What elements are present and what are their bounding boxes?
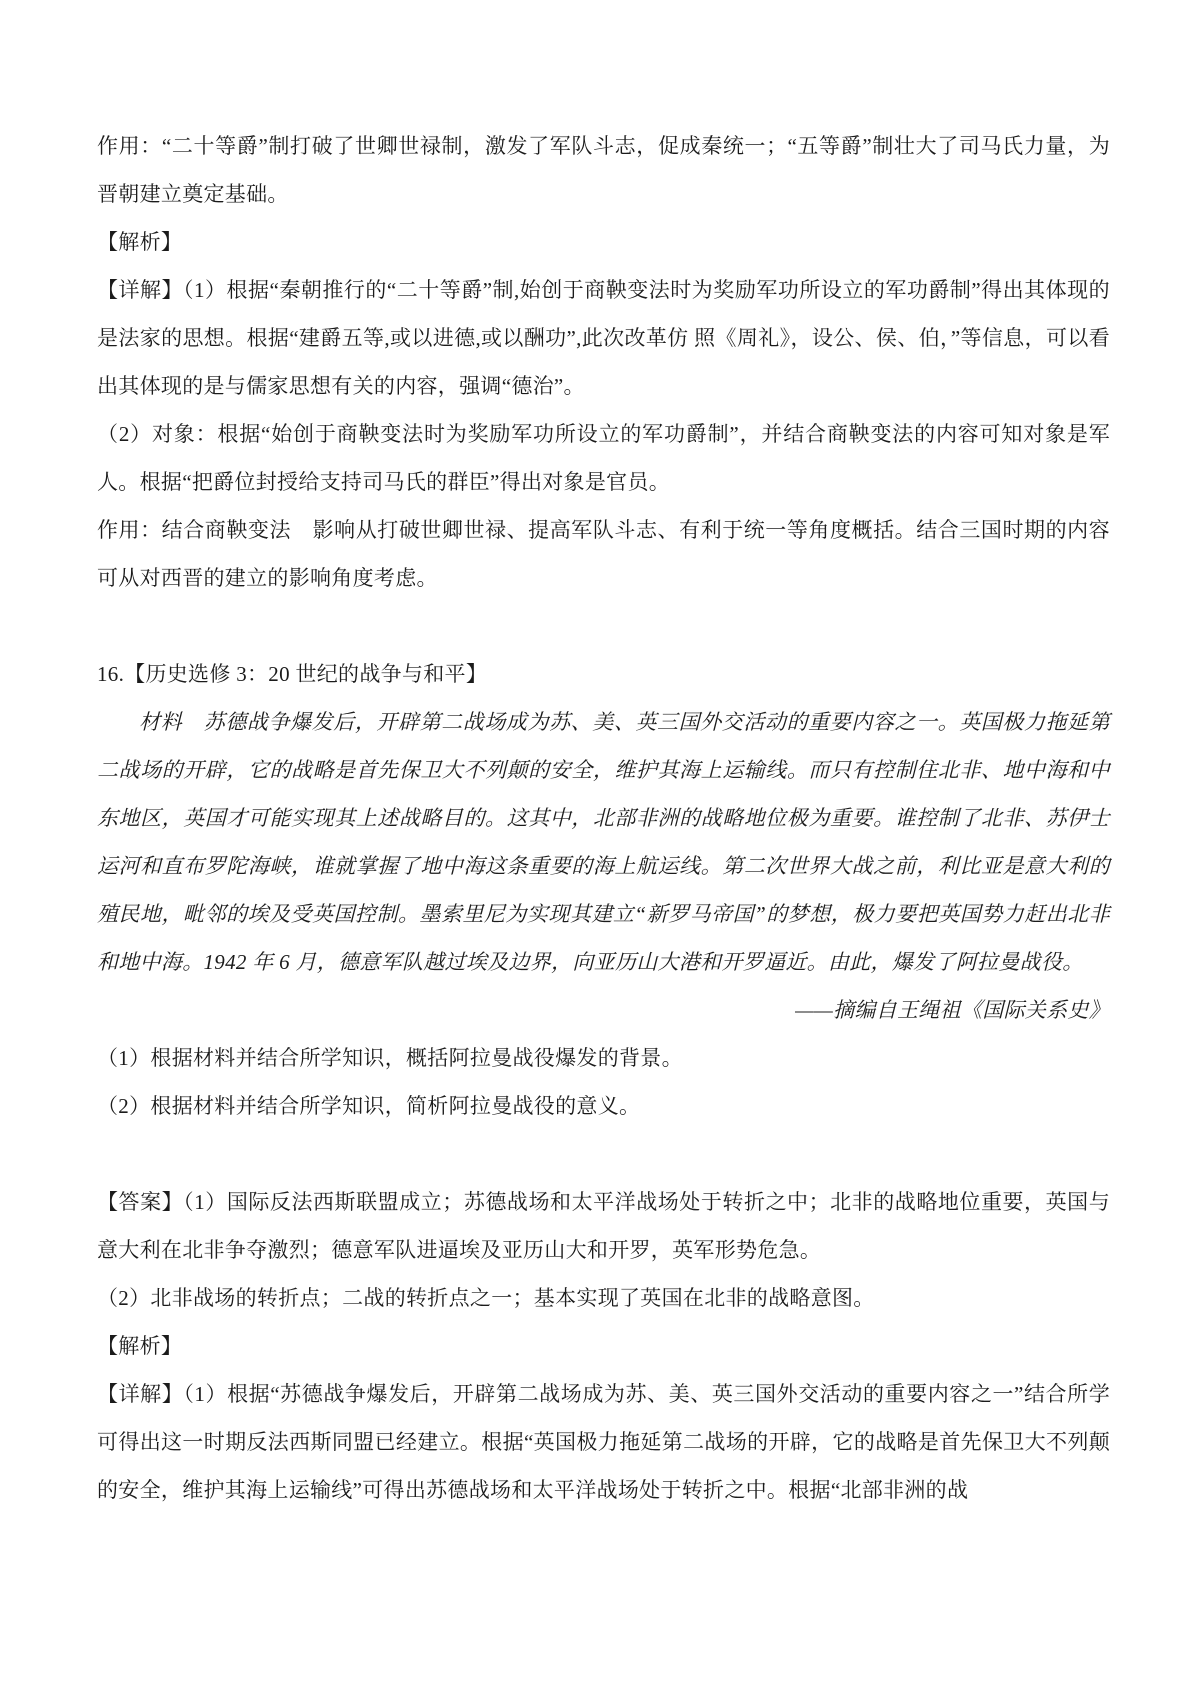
q16-answer-section xyxy=(97,1178,1110,1514)
q16-answer-part1: 【答案】（1）国际反法西斯联盟成立；苏德战场和太平洋战场处于转折之中；北非的战略地位重要，英国与意大利在北非争夺激烈；德意军队进逼埃及亚历山大和开罗，英军形势危急。 xyxy=(97,1190,1110,1262)
q16-material-source: ——摘编自王绳祖《国际关系史》 xyxy=(795,998,1110,1022)
section-spacer xyxy=(97,602,1110,650)
q16-material-paragraph: 材料 苏德战争爆发后，开辟第二战场成为苏、美、英三国外交活动的重要内容之一。英国极力拖延第二战场的开辟，它的战略是首先保卫大不列颠的安全，维护其海上运输线。而只有控制住北非、地中海和中东地区，英国才可能实现其上述战略目的。这其中，北部非洲的战略地位极为重要。谁控制了北非、苏伊士运河和直布罗陀海峡，谁就掌握了地中海这条重要的海上航运线。第二次世界大战之前，利比亚是意大利的殖民地，毗邻的埃及受英国控制。墨索里尼为实现其建立“新罗马帝国”的梦想，极力要把英国势力赶出北非和地中海。1942 年 6 月，德意军队越过埃及边界，向亚历山大港和开罗逼近。由此，爆发了阿拉曼战役。 xyxy=(97,710,1110,974)
q16-question-section xyxy=(97,650,1110,1130)
q15-analysis-section xyxy=(97,122,1110,602)
q15-detail-part1: 【详解】（1）根据“秦朝推行的“二十等爵”制,始创于商鞅变法时为奖励军功所设立的军功爵制”得出其体现的是法家的思想。根据“建爵五等,或以进德,或以酬功”,此次改革仿 照《周礼》，设公、侯、伯，”等信息，可以看出其体现的是与儒家思想有关的内容，强调“德治”。 xyxy=(97,278,1110,398)
q16-detail-part1: 【详解】（1）根据“苏德战争爆发后，开辟第二战场成为苏、美、英三国外交活动的重要内容之一”结合所学可得出这一时期反法西斯同盟已经建立。根据“英国极力拖延第二战场的开辟，它的战略是首先保卫大不列颠的安全，维护其海上运输线”可得出苏德战场和太平洋战场处于转折之中。根据“北部非洲的战 xyxy=(97,1382,1110,1502)
section-spacer xyxy=(97,1130,1110,1178)
q16-sub-question-2: （2）根据材料并结合所学知识，简析阿拉曼战役的意义。 xyxy=(97,1094,641,1118)
q15-effect-conclusion: 作用：“二十等爵”制打破了世卿世禄制，激发了军队斗志，促成秦统一；“五等爵”制壮大了司马氏力量，为晋朝建立奠定基础。 xyxy=(97,134,1110,206)
q16-answer-part2: （2）北非战场的转折点；二战的转折点之一；基本实现了英国在北非的战略意图。 xyxy=(97,1286,875,1310)
q15-detail-part2: （2）对象：根据“始创于商鞅变法时为奖励军功所设立的军功爵制”，并结合商鞅变法的内容可知对象是军人。根据“把爵位封授给支持司马氏的群臣”得出对象是官员。 xyxy=(97,422,1110,494)
q16-heading: 16.【历史选修 3：20 世纪的战争与和平】 xyxy=(97,662,488,686)
q16-sub-question-1: （1）根据材料并结合所学知识，概括阿拉曼战役爆发的背景。 xyxy=(97,1046,683,1070)
q15-detail-effect: 作用：结合商鞅变法 影响从打破世卿世禄、提高军队斗志、有利于统一等角度概括。结合三国时期的内容可从对西晋的建立的影响角度考虑。 xyxy=(97,518,1110,590)
q16-analysis-label: 【解析】 xyxy=(97,1334,183,1358)
q15-analysis-label: 【解析】 xyxy=(97,230,183,254)
